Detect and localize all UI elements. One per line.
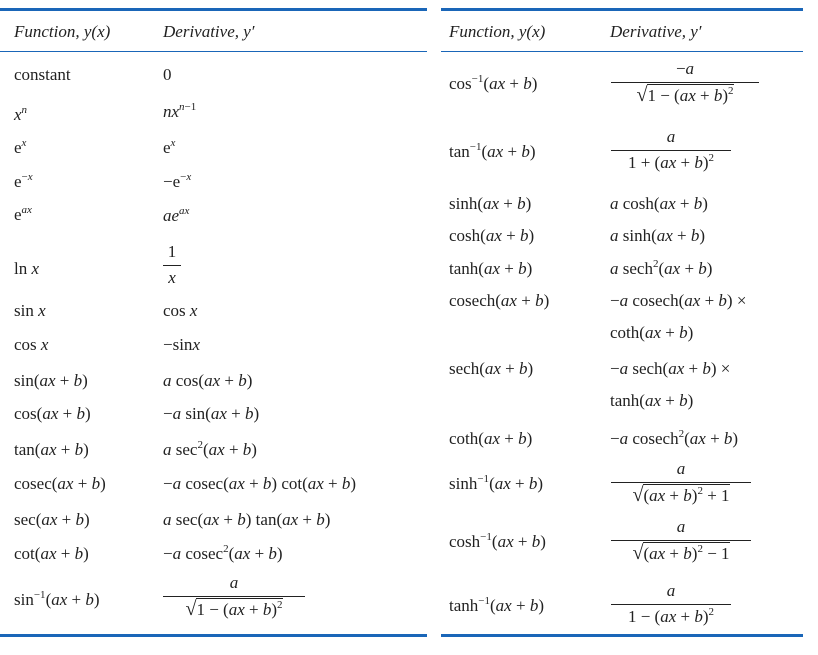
left-fn-0: constant (14, 65, 71, 84)
left-d-0: 0 (163, 65, 172, 84)
right-d-1: a 1 + (ax + b)$^2$ (611, 126, 731, 174)
left-fn-13: cot(ax + b) (14, 544, 89, 563)
right-header-rule (441, 51, 803, 52)
left-top-rule (0, 8, 427, 11)
left-d-3: $-e^{-x}$ (163, 171, 192, 191)
right-top-rule (441, 8, 803, 11)
left-fn-1: $x^n$ (14, 104, 28, 124)
right-d-0: −a √1 − (ax + b)$^2$ (611, 58, 759, 107)
right-fn-5: cosech(ax + b) (449, 291, 550, 310)
right-fn-6: sech(ax + b) (449, 359, 534, 378)
header-function-left: Function, y(x) (14, 22, 111, 41)
right-bottom-rule (441, 634, 803, 637)
left-d-9: −a sin(ax + b) (163, 404, 260, 423)
left-fn-12: sec(ax + b) (14, 510, 90, 529)
left-fn-10: tan(ax + b) (14, 440, 89, 459)
header-function-right: Function, y(x) (449, 22, 546, 41)
left-d-2: $e^x$ (163, 137, 176, 157)
left-d-10: a $\sec^2(ax + b)$ (163, 439, 257, 459)
right-fn-8: $\sinh^{-1}(ax + b)$ (449, 473, 544, 493)
right-d-4: a sech$^2$(ax + b) (610, 258, 713, 278)
right-fn-7: coth(ax + b) (449, 429, 533, 448)
right-fn-3: cosh(ax + b) (449, 226, 535, 245)
right-d-7: −a cosech$^2$(ax + b) (610, 428, 739, 448)
right-fn-2: sinh(ax + b) (449, 194, 532, 213)
right-d-3: a sinh(ax + b) (610, 226, 706, 245)
left-d-13: −a cosec$^2$(ax + b) (163, 543, 283, 563)
header-derivative-left: Derivative, y′ (163, 22, 255, 41)
left-d-4: $ae^{ax}$ (163, 205, 190, 225)
header-derivative-right: Derivative, y′ (610, 22, 702, 41)
right-d-2: a cosh(ax + b) (610, 194, 708, 213)
right-d-5b: coth(ax + b) (610, 323, 694, 342)
right-fn-1: $\tan^{-1}(ax + b)$ (449, 141, 536, 161)
left-fn-5: ln x (14, 259, 40, 278)
left-d-14: a √1 − (ax + b)$^2$ (163, 572, 305, 621)
left-d-6: cos x (163, 301, 198, 320)
left-fn-3: $e^{-x}$ (14, 171, 33, 191)
right-d-8: a √(ax + b)$^2$ + 1 (611, 458, 751, 507)
left-d-5: 1 x (163, 241, 181, 289)
left-fn-9: cos(ax + b) (14, 404, 91, 423)
right-d-6a: −a sech(ax + b) × (610, 359, 731, 378)
left-header-rule (0, 51, 427, 52)
right-d-5a: −a cosech(ax + b) × (610, 291, 747, 310)
left-fn-4: $e^{ax}$ (14, 204, 32, 224)
left-d-8: a cos(ax + b) (163, 371, 253, 390)
left-fn-2: $e^x$ (14, 137, 27, 157)
left-fn-14: $\sin^{-1}(ax + b)$ (14, 589, 100, 609)
left-d-11: −a cosec(ax + b) cot(ax + b) (163, 474, 357, 493)
right-fn-4: tanh(ax + b) (449, 259, 533, 278)
right-fn-9: $\cosh^{-1}(ax + b)$ (449, 531, 546, 551)
left-d-1: $nx^{n-1}$ (163, 101, 197, 121)
left-d-12: a sec(ax + b) tan(ax + b) (163, 510, 331, 529)
right-d-9: a √(ax + b)$^2$ − 1 (611, 516, 751, 565)
right-fn-10: $\tanh^{-1}(ax + b)$ (449, 595, 544, 615)
left-fn-7: cos x (14, 335, 49, 354)
left-fn-11: cosec(ax + b) (14, 474, 106, 493)
right-d-10: a 1 − (ax + b)$^2$ (611, 580, 731, 628)
left-fn-8: sin(ax + b) (14, 371, 88, 390)
right-fn-0: $\cos^{-1}(ax + b)$ (449, 73, 538, 93)
right-d-6b: tanh(ax + b) (610, 391, 694, 410)
left-d-7: −sinx (163, 335, 200, 354)
left-bottom-rule (0, 634, 427, 637)
left-fn-6: sin x (14, 301, 46, 320)
